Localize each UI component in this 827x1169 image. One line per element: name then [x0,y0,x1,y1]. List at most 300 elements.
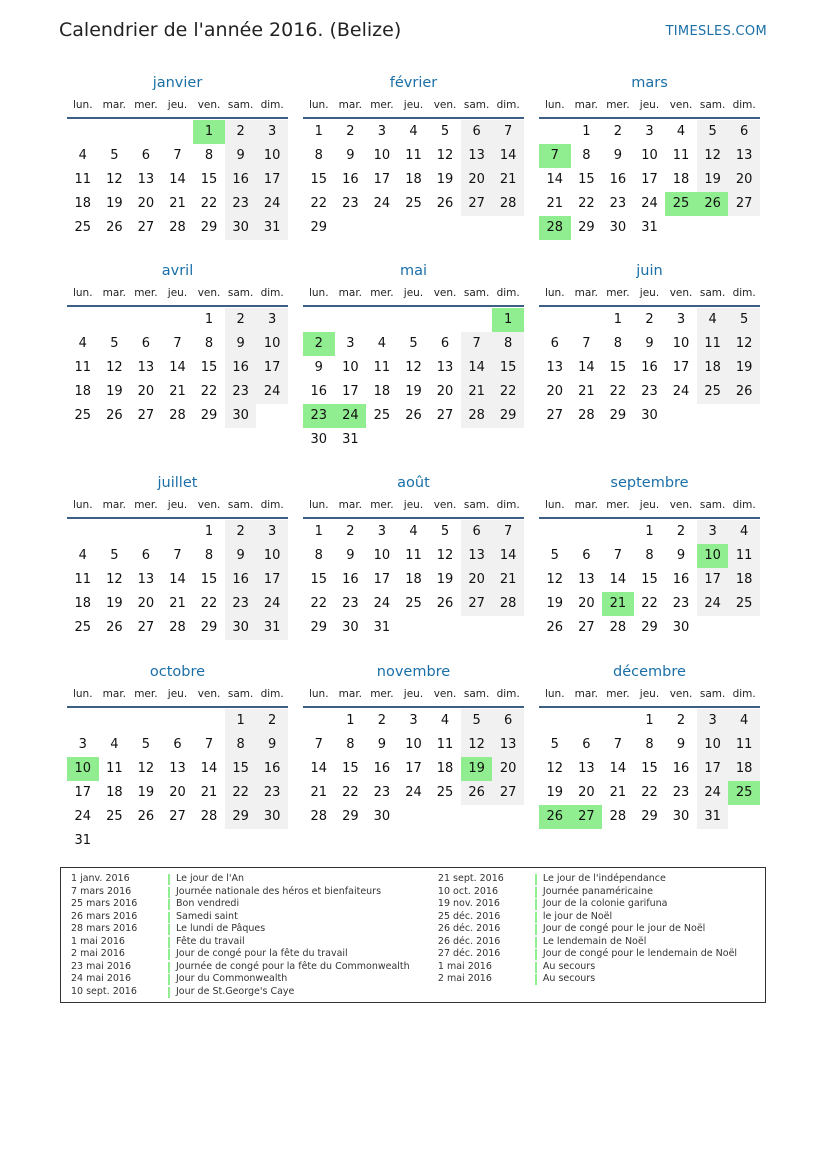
holiday-date: 1 mai 2016 [437,960,492,972]
day-cell: 16 [225,356,257,380]
day-cell: 7 [492,520,524,544]
day-cell: 22 [578,196,595,211]
day-cell: 24 [256,380,288,404]
day-cell: 2 [225,120,257,144]
weekday-label: lun. [544,287,565,299]
day-cell: 5 [697,120,729,144]
weekday-label: sam. [699,688,726,700]
day-cell: 28 [200,809,218,824]
day-cell: 2 [346,524,355,539]
weekday-label: mar. [102,499,127,511]
day-cell: 18 [436,761,454,776]
day-cell: 10 [672,336,690,351]
day-grid [67,120,288,240]
day-cell: 10 [697,544,729,568]
day-cell: 16 [609,172,627,187]
holiday-date: 26 déc. 2016 [437,923,501,934]
day-cell: 26 [436,596,454,611]
day-cell: 7 [582,336,591,351]
day-cell: 30 [310,432,328,447]
holiday-name: Le jour de l'An [176,873,245,884]
day-cell: 4 [409,524,418,539]
day-cell: 26 [461,781,493,805]
holiday-name: Au secours [542,960,596,972]
day-cell: 8 [645,548,654,563]
weekday-label: sam. [463,99,490,111]
holiday-list-right [438,873,755,998]
weekday-label: mar. [338,688,363,700]
day-cell: 5 [461,709,493,733]
day-cell: 16 [225,168,257,192]
day-cell: 7 [613,737,623,752]
day-cell: 2 [676,524,686,539]
weekday-label: mer. [606,99,630,111]
holiday-row [71,923,438,936]
empty-cell [539,520,571,544]
day-cell: 11 [74,172,92,187]
day-cell: 13 [578,572,595,587]
day-cell: 21 [609,785,627,800]
day-cell: 18 [728,757,760,781]
weekday-label: mer. [134,287,158,299]
weekday-label: dim. [496,287,520,299]
day-cell: 28 [492,192,524,216]
brand-link[interactable]: TIMESLES.COM [665,24,767,39]
empty-cell [130,709,162,733]
day-cell: 25 [405,596,422,611]
day-cell: 8 [204,548,214,563]
day-cell: 16 [373,761,391,776]
weekday-label: mer. [606,499,630,511]
empty-cell [67,120,99,144]
day-cell: 1 [314,524,323,539]
weekday-label: dim. [260,499,284,511]
day-cell: 5 [141,737,151,752]
day-cell: 18 [405,172,422,187]
day-cell: 27 [137,620,155,635]
day-cell: 15 [200,572,218,587]
holiday-marker [535,949,537,960]
holiday-row [71,873,438,886]
day-cell: 19 [405,384,422,399]
day-cell: 2 [613,124,623,139]
weekday-label: sam. [463,688,490,700]
holiday-row [71,911,438,924]
day-cell: 8 [582,148,591,163]
day-cell: 4 [728,520,760,544]
weekday-label: jeu. [403,688,424,700]
day-cell: 9 [225,544,257,568]
holiday-marker [168,974,170,985]
day-cell: 1 [346,713,355,728]
day-cell: 10 [256,332,288,356]
holiday-row [438,911,755,924]
holiday-marker [535,874,537,885]
day-cell: 31 [74,833,92,848]
weekday-label: sam. [699,499,726,511]
day-cell: 13 [137,172,155,187]
day-cell: 14 [310,761,328,776]
day-cell: 23 [342,196,359,211]
holiday-row [438,948,755,961]
day-cell: 9 [377,737,387,752]
holiday-legend [60,867,766,1003]
holiday-row [71,898,438,911]
day-cell: 5 [110,336,119,351]
day-cell: 17 [641,172,658,187]
empty-cell [429,308,461,332]
weekday-label: ven. [197,499,221,511]
day-cell: 30 [609,220,627,235]
day-cell: 24 [256,592,288,616]
day-cell: 2 [377,713,387,728]
day-cell: 15 [200,360,218,375]
day-cell: 14 [169,572,186,587]
day-cell: 15 [609,360,627,375]
day-cell: 12 [697,144,729,168]
weekday-header [67,683,288,708]
day-cell: 18 [74,384,92,399]
day-cell: 29 [578,220,595,235]
day-cell: 15 [342,761,359,776]
day-cell: 15 [641,572,658,587]
day-cell: 12 [106,360,123,375]
day-cell: 9 [676,737,686,752]
day-cell: 6 [173,737,182,752]
day-cell: 16 [342,172,359,187]
holiday-name: Jour de congé pour le lendemain de Noël [542,948,738,959]
day-cell: 27 [137,220,155,235]
holiday-name: Jour de congé pour la fête du travail [176,948,348,959]
day-cell: 11 [74,360,92,375]
holiday-date: 21 sept. 2016 [437,873,504,884]
day-cell: 15 [492,356,524,380]
day-cell: 21 [169,596,186,611]
day-cell: 9 [346,148,355,163]
day-cell: 15 [310,572,328,587]
day-cell: 25 [373,408,391,423]
weekday-label: ven. [197,287,221,299]
day-cell: 14 [492,544,524,568]
day-cell: 11 [436,737,454,752]
day-cell: 30 [342,620,359,635]
weekday-label: ven. [433,499,457,511]
day-cell: 19 [106,384,123,399]
month-block [539,260,760,472]
weekday-label: mer. [370,499,394,511]
month-block [303,260,524,472]
day-cell: 13 [169,761,186,776]
day-cell: 1 [645,524,654,539]
day-cell: 26 [106,408,123,423]
empty-cell [193,709,225,733]
day-cell: 3 [377,524,387,539]
day-cell: 6 [728,120,760,144]
day-cell: 31 [373,620,391,635]
day-cell: 19 [436,572,454,587]
weekday-header [303,494,524,519]
day-cell: 13 [492,733,524,757]
day-grid [67,308,288,428]
day-cell: 2 [645,312,654,327]
holiday-marker [168,874,170,885]
day-cell: 15 [310,172,328,187]
day-cell: 20 [546,384,564,399]
day-grid [303,308,524,452]
day-cell: 4 [377,336,387,351]
weekday-label: ven. [197,99,221,111]
day-cell: 29 [310,620,328,635]
holiday-marker [535,887,537,898]
day-cell: 19 [137,785,155,800]
day-cell: 25 [728,592,760,616]
day-cell: 25 [405,196,422,211]
day-cell: 22 [641,596,658,611]
day-cell: 5 [550,548,559,563]
empty-cell [99,308,131,332]
holiday-marker [168,937,170,948]
day-cell: 29 [310,220,328,235]
holiday-date: 25 mars 2016 [71,898,138,909]
day-cell: 27 [492,781,524,805]
day-cell: 23 [256,781,288,805]
holiday-name: Journée de congé pour la fête du Commonwealth [176,960,410,972]
day-cell: 8 [492,332,524,356]
day-cell: 31 [697,805,729,829]
month-title: mai [399,263,428,279]
day-cell: 8 [204,336,214,351]
day-cell: 16 [256,757,288,781]
day-cell: 1 [582,124,591,139]
day-cell: 11 [373,360,391,375]
weekday-label: lun. [308,99,329,111]
day-cell: 29 [200,620,218,635]
day-cell: 11 [672,148,690,163]
day-cell: 27 [169,809,186,824]
weekday-label: dim. [496,688,520,700]
day-cell: 30 [225,616,257,640]
holiday-row [438,973,755,986]
day-cell: 24 [697,592,729,616]
day-cell: 1 [204,312,214,327]
day-cell: 26 [137,809,155,824]
month-title: juillet [157,475,198,491]
day-cell: 9 [346,548,355,563]
day-cell: 12 [106,172,123,187]
weekday-header [303,282,524,307]
day-cell: 28 [169,220,186,235]
weekday-header [303,683,524,708]
weekday-label: dim. [496,99,520,111]
day-cell: 20 [137,384,155,399]
day-cell: 20 [137,596,155,611]
month-block [303,661,524,873]
day-cell: 21 [310,785,328,800]
day-cell: 12 [106,572,123,587]
day-cell: 27 [461,592,493,616]
empty-cell [602,709,634,733]
day-cell: 16 [225,568,257,592]
day-cell: 19 [106,196,123,211]
day-cell: 6 [141,148,151,163]
weekday-label: lun. [308,499,329,511]
day-cell: 1 [613,312,623,327]
day-cell: 8 [225,733,257,757]
day-cell: 16 [672,572,690,587]
weekday-header [303,94,524,119]
weekday-label: ven. [433,287,457,299]
day-cell: 22 [641,785,658,800]
weekday-header [67,94,288,119]
day-cell: 18 [74,596,92,611]
day-cell: 27 [137,408,155,423]
day-cell: 31 [256,216,288,240]
holiday-marker [535,924,537,935]
day-cell: 28 [492,592,524,616]
day-cell: 18 [405,572,422,587]
holiday-date: 2 mai 2016 [71,948,125,959]
day-cell: 20 [461,168,493,192]
holiday-name: Le lendemain de Noël [542,935,647,947]
day-cell: 30 [641,408,658,423]
day-cell: 21 [578,384,595,399]
empty-cell [99,120,131,144]
holiday-date: 10 oct. 2016 [437,885,499,897]
day-cell: 4 [409,124,418,139]
holiday-row [71,986,438,999]
day-cell: 29 [342,809,359,824]
day-cell: 20 [492,757,524,781]
month-title: janvier [152,75,203,91]
weekday-header [539,683,760,708]
empty-cell [571,520,603,544]
empty-cell [539,120,571,144]
day-cell: 31 [641,220,658,235]
day-cell: 23 [225,380,257,404]
day-cell: 19 [436,172,454,187]
holiday-row [71,973,438,986]
day-cell: 21 [169,384,186,399]
day-cell: 14 [492,144,524,168]
day-cell: 20 [169,785,186,800]
day-cell: 28 [461,404,493,428]
holiday-name: Jour de la colonie garifuna [542,898,668,909]
day-cell: 3 [377,124,387,139]
empty-cell [461,308,493,332]
day-cell: 11 [405,148,422,163]
holiday-marker [168,987,170,998]
day-cell: 8 [645,737,654,752]
empty-cell [303,709,335,733]
empty-cell [67,520,99,544]
day-cell: 4 [676,124,686,139]
holiday-row [438,898,755,911]
day-cell: 6 [440,336,450,351]
day-cell: 29 [225,805,257,829]
day-grid [303,709,524,829]
day-cell: 10 [373,548,391,563]
holiday-name: Journée panaméricaine [542,885,653,897]
day-cell: 22 [225,781,257,805]
day-cell: 1 [645,713,654,728]
day-cell: 24 [405,785,422,800]
month-title: décembre [613,664,686,680]
day-cell: 3 [697,520,729,544]
day-cell: 27 [461,192,493,216]
day-cell: 11 [728,544,760,568]
day-cell: 1 [193,120,225,144]
weekday-label: ven. [433,99,457,111]
day-cell: 25 [728,781,760,805]
day-cell: 14 [578,360,595,375]
day-cell: 17 [74,785,92,800]
empty-cell [602,520,634,544]
day-cell: 15 [225,757,257,781]
day-cell: 2 [676,713,686,728]
day-cell: 6 [492,709,524,733]
weekday-label: ven. [433,688,457,700]
weekday-label: lun. [308,287,329,299]
day-cell: 23 [672,785,690,800]
day-cell: 22 [310,596,328,611]
weekday-label: lun. [544,688,565,700]
weekday-header [67,282,288,307]
day-cell: 17 [256,356,288,380]
day-cell: 13 [137,572,155,587]
day-cell: 10 [342,360,359,375]
day-cell: 28 [310,809,328,824]
weekday-label: dim. [496,499,520,511]
day-cell: 19 [546,596,564,611]
holiday-name: Samedi saint [176,910,238,922]
page-title: Calendrier de l'année 2016. (Belize) [59,19,402,41]
day-cell: 19 [546,785,564,800]
month-title: juin [636,263,663,279]
day-cell: 21 [200,785,218,800]
empty-cell [162,520,194,544]
day-cell: 13 [436,360,454,375]
day-cell: 5 [110,148,119,163]
holiday-name: Le lundi de Pâques [176,923,266,934]
day-cell: 17 [373,172,391,187]
day-cell: 20 [137,196,155,211]
weekday-label: dim. [260,99,284,111]
holiday-date: 1 mai 2016 [71,935,125,947]
weekday-label: sam. [227,99,254,111]
day-cell: 23 [342,596,359,611]
weekday-header [539,282,760,307]
day-cell: 9 [676,548,686,563]
day-cell: 30 [672,809,690,824]
day-cell: 13 [461,144,493,168]
day-cell: 5 [110,548,119,563]
day-cell: 2 [256,709,288,733]
day-cell: 25 [74,220,92,235]
month-title: octobre [149,664,206,680]
holiday-marker [535,974,537,985]
day-cell: 30 [373,809,391,824]
day-cell: 8 [613,336,623,351]
day-cell: 22 [200,196,218,211]
weekday-label: mer. [134,499,158,511]
holiday-row [438,873,755,886]
day-cell: 14 [200,761,218,776]
day-cell: 31 [256,616,288,640]
day-cell: 22 [310,196,328,211]
day-cell: 8 [314,548,323,563]
day-cell: 9 [314,360,323,375]
day-cell: 20 [461,568,493,592]
